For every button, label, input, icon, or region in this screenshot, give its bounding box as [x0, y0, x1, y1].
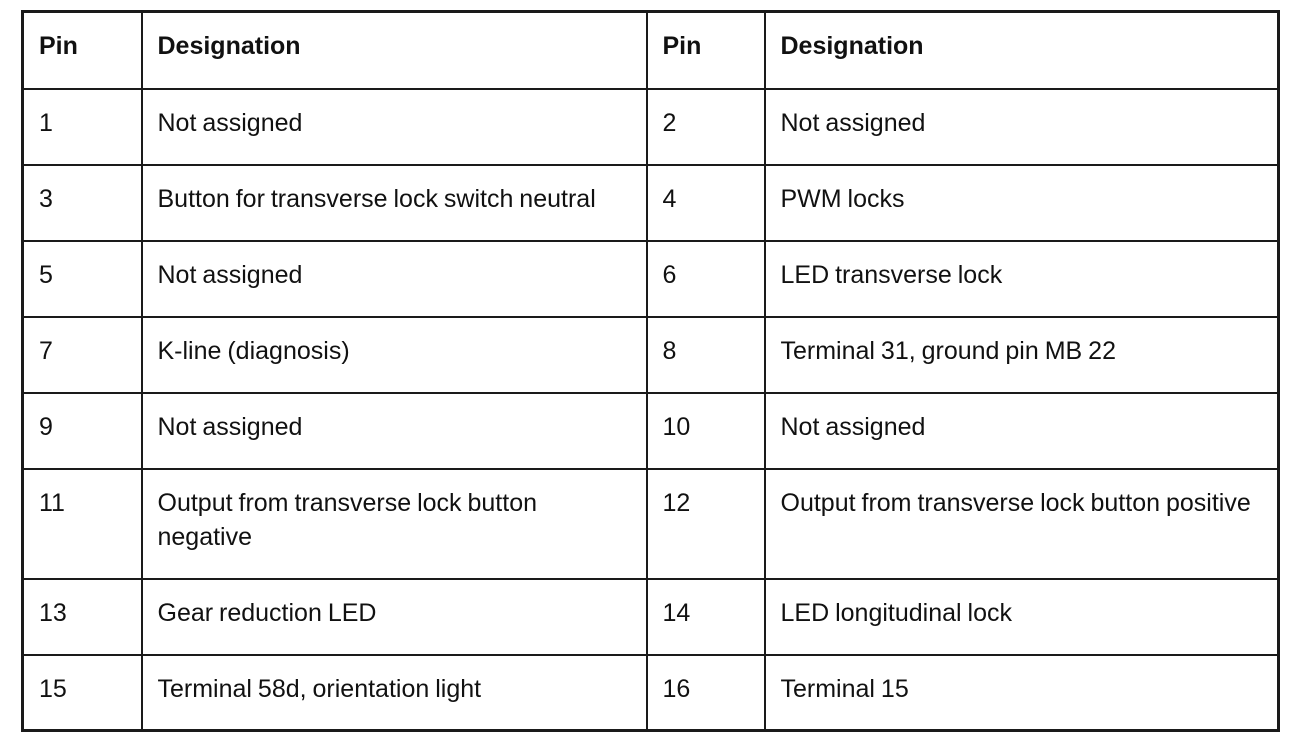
pin-designation: Terminal 15 [765, 655, 1279, 731]
pin-number: 12 [647, 469, 765, 579]
table-row [23, 579, 1279, 655]
table-row [23, 317, 1279, 393]
pin-number: 16 [647, 655, 765, 731]
pin-designation: Output from transverse lock button positive [765, 469, 1279, 579]
pin-number: 2 [647, 89, 765, 165]
pin-designation: Not assigned [142, 393, 647, 469]
pin-designation: Not assigned [142, 89, 647, 165]
pin-designation: Output from transverse lock button negative [142, 469, 647, 579]
pin-designation: Terminal 58d, orientation light [142, 655, 647, 731]
table-row [23, 393, 1279, 469]
pin-designation: Gear reduction LED [142, 579, 647, 655]
table-row [23, 241, 1279, 317]
pin-designation: Terminal 31, ground pin MB 22 [765, 317, 1279, 393]
pin-number: 8 [647, 317, 765, 393]
table-row [23, 165, 1279, 241]
pin-designation: Not assigned [142, 241, 647, 317]
pin-number: 9 [23, 393, 142, 469]
table-row [23, 89, 1279, 165]
pin-designation: Not assigned [765, 89, 1279, 165]
pin-number: 6 [647, 241, 765, 317]
pin-designation: Not assigned [765, 393, 1279, 469]
pin-designation: Button for transverse lock switch neutral [142, 165, 647, 241]
pin-number: 11 [23, 469, 142, 579]
pin-designation: LED longitudinal lock [765, 579, 1279, 655]
pin-number: 4 [647, 165, 765, 241]
pin-designation: LED transverse lock [765, 241, 1279, 317]
pin-number: 5 [23, 241, 142, 317]
pin-number: 14 [647, 579, 765, 655]
header-designation-right: Designation [765, 12, 1279, 89]
table-row [23, 655, 1279, 731]
pin-assignment-table [21, 10, 1280, 732]
header-pin-left: Pin [23, 12, 142, 89]
pin-number: 15 [23, 655, 142, 731]
header-pin-right: Pin [647, 12, 765, 89]
pin-number: 10 [647, 393, 765, 469]
pin-number: 1 [23, 89, 142, 165]
table-row [23, 469, 1279, 579]
table-header-row [23, 12, 1279, 89]
pin-number: 13 [23, 579, 142, 655]
pin-number: 7 [23, 317, 142, 393]
pin-designation: K-line (diagnosis) [142, 317, 647, 393]
pin-number: 3 [23, 165, 142, 241]
header-designation-left: Designation [142, 12, 647, 89]
pin-designation: PWM locks [765, 165, 1279, 241]
